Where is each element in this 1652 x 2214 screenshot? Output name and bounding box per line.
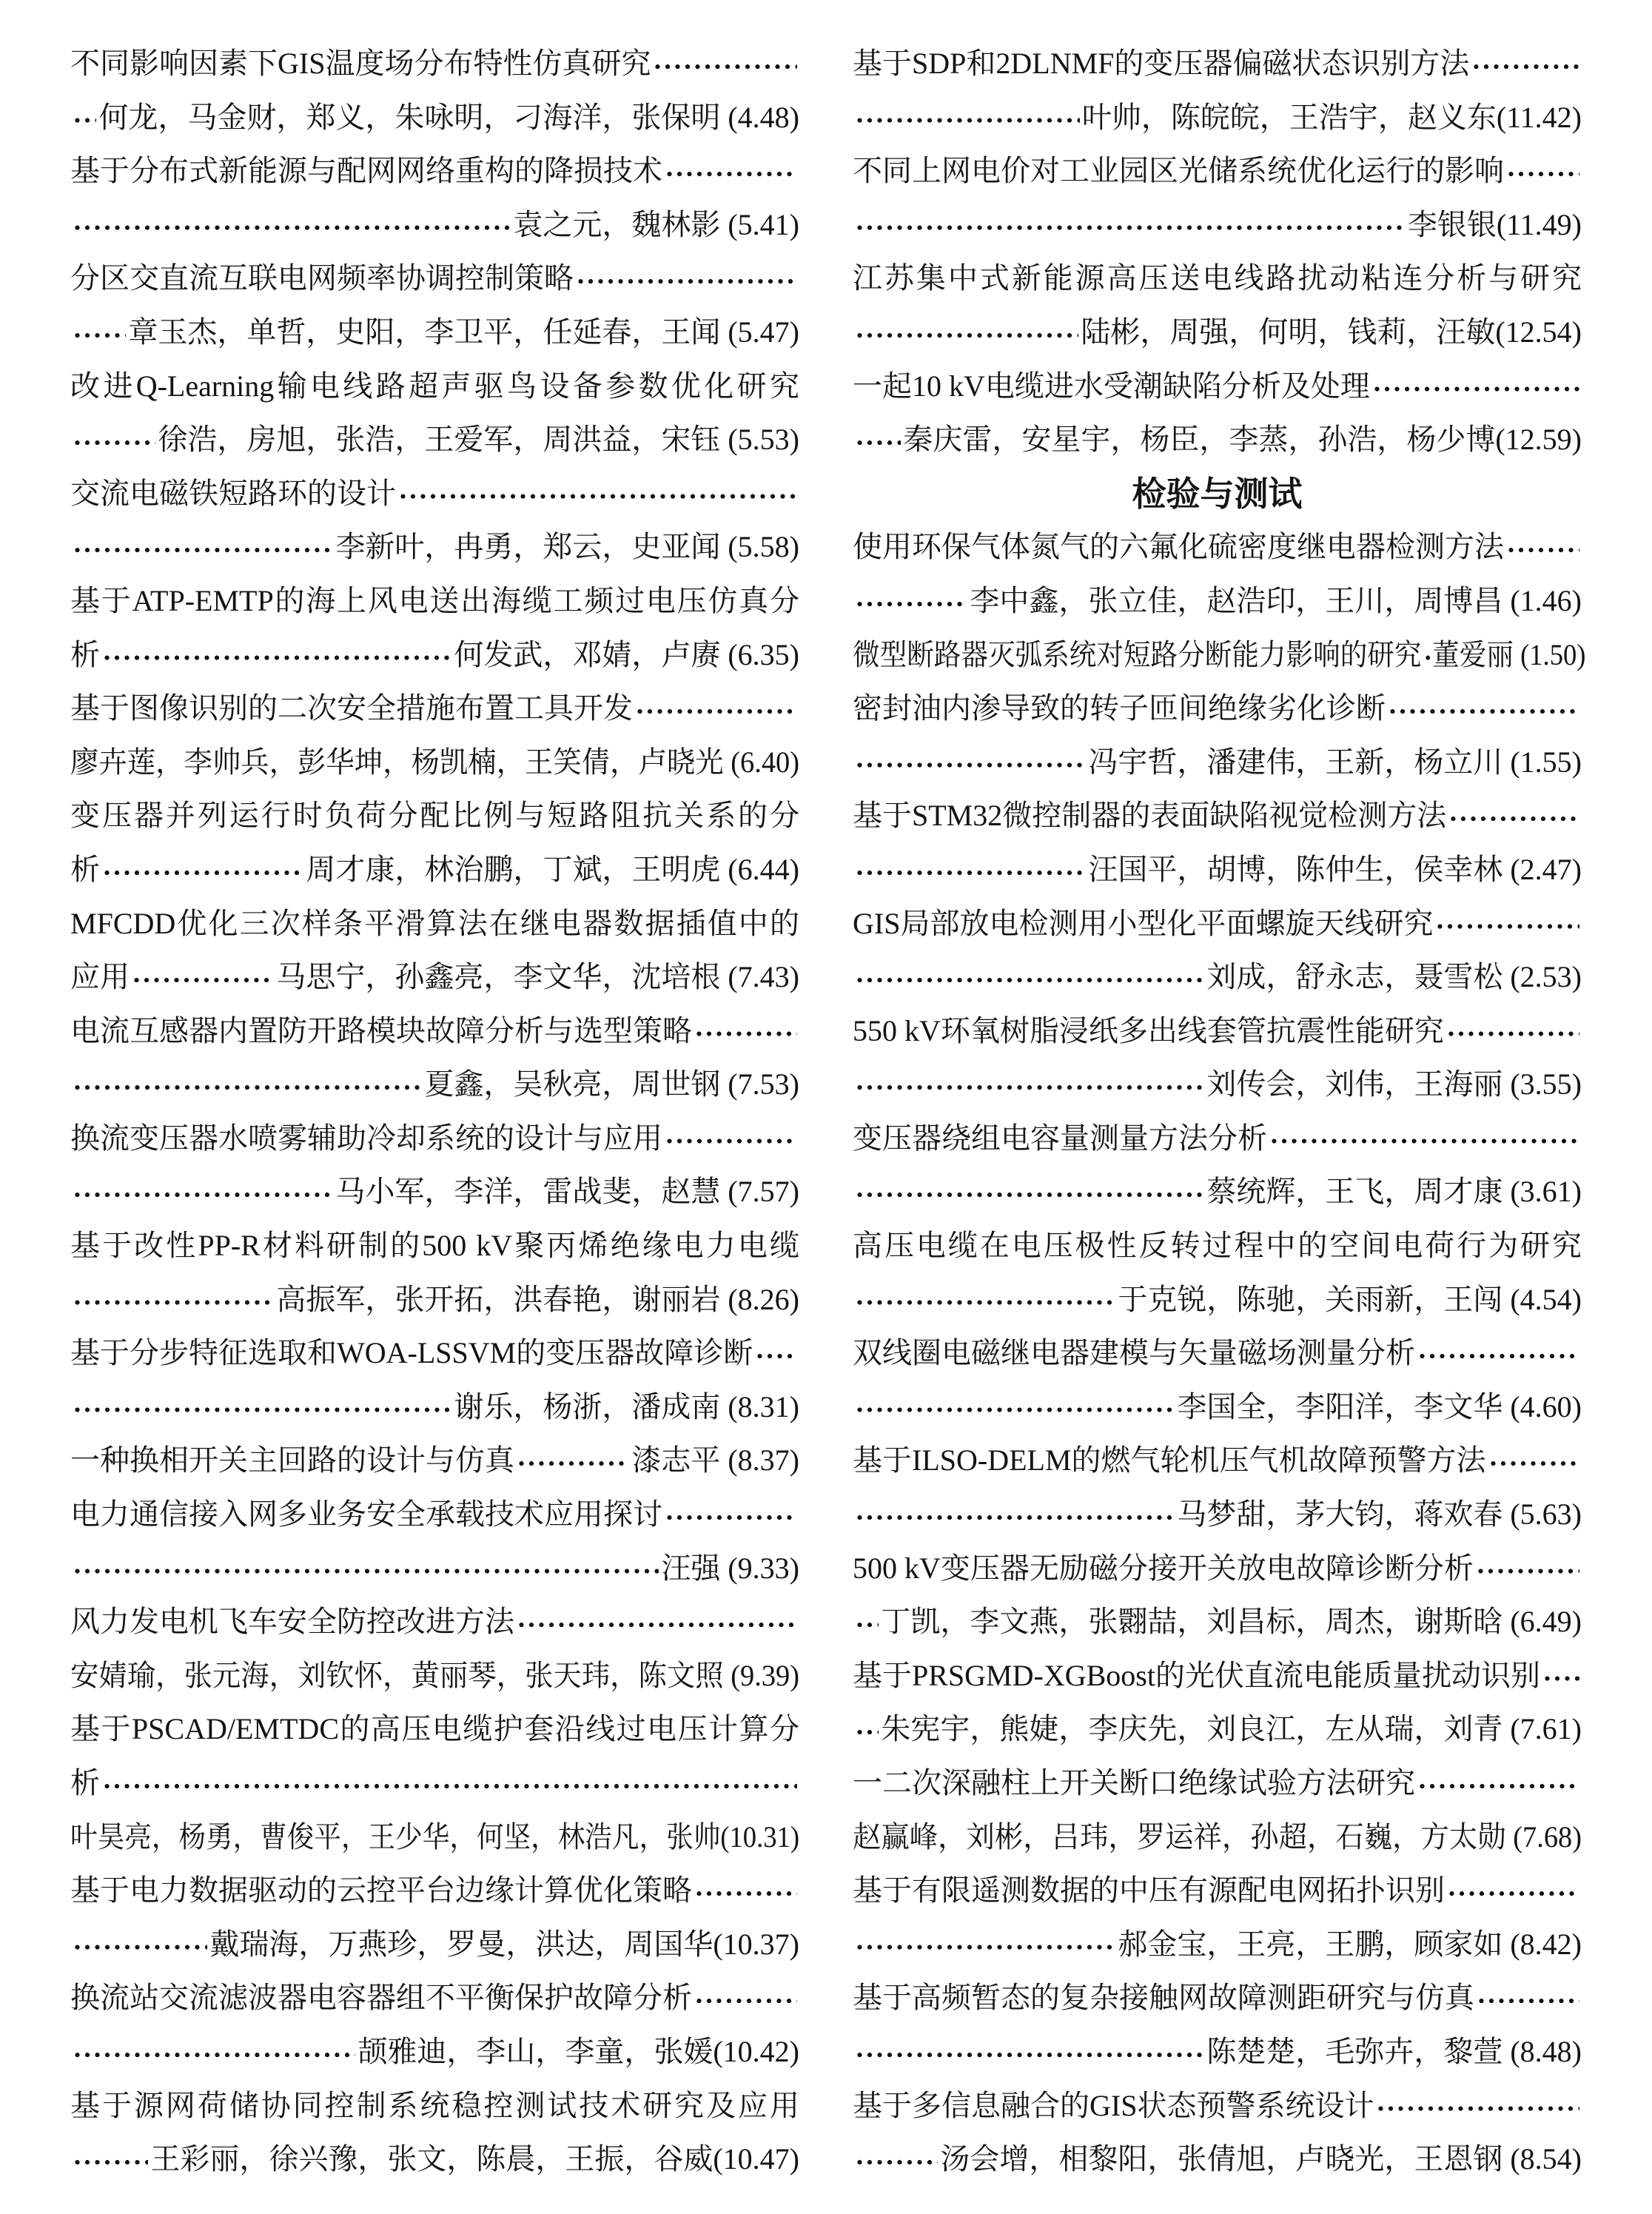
toc-authors-pageref: 王彩丽，徐兴豫，张文，陈晨，王振，谷威(10.47) xyxy=(150,2142,799,2176)
toc-authors-pageref: 马小军，李洋，雷战斐，赵慧 (7.57) xyxy=(335,1175,799,1209)
dot-leader xyxy=(73,1165,333,1219)
dot-leader xyxy=(517,1595,797,1649)
toc-line xyxy=(853,2133,1582,2187)
toc-authors-pageref: 董爱丽 (1.50) xyxy=(1432,637,1586,671)
dot-leader xyxy=(73,1058,422,1112)
toc-justified-text: 安婧瑜，张元海，刘钦怀，黄丽琴，张天玮，陈文照 (9.39) xyxy=(70,1658,799,1692)
dot-leader xyxy=(1447,1864,1579,1918)
toc-line xyxy=(853,789,1582,843)
dot-leader xyxy=(855,1165,1204,1219)
toc-title-text: 析 xyxy=(70,1766,100,1799)
toc-authors-pageref: 秦庆雷，安星宇，杨臣，李蒸，孙浩，杨少博(12.59) xyxy=(903,423,1582,457)
toc-line xyxy=(853,897,1582,951)
section-heading: 检验与测试 xyxy=(1132,473,1303,514)
dot-leader xyxy=(1476,1542,1579,1596)
toc-authors-pageref: 马思宁，孙鑫亮，李文华，沈培根 (7.43) xyxy=(276,960,799,994)
toc-line xyxy=(70,91,799,145)
toc-line xyxy=(70,1703,799,1757)
toc-line xyxy=(70,306,799,360)
toc-title-text: 分区交直流互联电网频率协调控制策略 xyxy=(70,261,574,295)
dot-leader xyxy=(73,520,333,574)
toc-line xyxy=(853,2079,1582,2133)
toc-title-text: 双线圈电磁继电器建模与矢量磁场测量分析 xyxy=(853,1336,1415,1370)
toc-line xyxy=(70,252,799,306)
dot-leader xyxy=(855,950,1204,1004)
dot-leader xyxy=(855,843,1086,897)
toc-line xyxy=(70,1542,799,1596)
toc-title-text: 变压器绕组电容量测量方法分析 xyxy=(853,1121,1267,1155)
toc-line xyxy=(70,1864,799,1918)
toc-line xyxy=(70,1649,799,1703)
toc-authors-pageref: 李新叶，冉勇，郑云，史亚闻 (5.58) xyxy=(335,530,799,564)
toc-line xyxy=(853,950,1582,1004)
toc-line xyxy=(70,2025,799,2079)
toc-column-left xyxy=(70,37,799,2214)
dot-leader xyxy=(73,2133,148,2187)
toc-authors-pageref: 夏鑫，吴秋亮，周世钢 (7.53) xyxy=(424,1067,799,1101)
toc-title-text: 密封油内渗导致的转子匝间绝缘劣化诊断 xyxy=(853,691,1386,725)
toc-title-text: GIS局部放电检测用小型化平面螺旋天线研究 xyxy=(853,906,1434,940)
dot-leader xyxy=(665,1488,797,1542)
toc-line xyxy=(70,897,799,951)
toc-justified-text: MFCDD优化三次样条平滑算法在继电器数据插值中的 xyxy=(70,906,799,940)
toc-line xyxy=(853,1112,1582,1166)
toc-authors-pageref: 汪国平，胡博，陈仲生，侯幸林 (2.47) xyxy=(1088,852,1582,886)
toc-line xyxy=(70,1004,799,1059)
toc-line xyxy=(70,1595,799,1649)
toc-line xyxy=(70,467,799,521)
toc-title-text: 换流站交流滤波器电容器组不平衡保护故障分析 xyxy=(70,1981,692,2015)
toc-authors-pageref: 马梦甜，茅大钧，蒋欢春 (5.63) xyxy=(1177,1497,1582,1532)
toc-authors-pageref: 刘成，舒永志，聂雪松 (2.53) xyxy=(1206,960,1582,994)
toc-authors-pageref: 陈楚楚，毛弥卉，黎萱 (8.48) xyxy=(1206,2034,1582,2068)
dot-leader xyxy=(1372,360,1579,414)
toc-line xyxy=(70,574,799,628)
dot-leader xyxy=(73,91,96,145)
toc-line xyxy=(853,1811,1582,1865)
toc-line xyxy=(853,1864,1582,1918)
toc-line xyxy=(853,1971,1582,2025)
toc-authors-pageref: 徐浩，房旭，张浩，王爱军，周洪益，宋钰 (5.53) xyxy=(158,423,799,457)
toc-justified-text: 高压电缆在电压极性反转过程中的空间电荷行为研究 xyxy=(853,1229,1582,1263)
toc-justified-text: 赵赢峰，刘彬，吕玮，罗运祥，孙超，石巍，方太勋 (7.68) xyxy=(853,1819,1582,1854)
toc-title-text: 基于分布式新能源与配网网络重构的降损技术 xyxy=(70,154,662,188)
dot-leader xyxy=(694,1971,797,2025)
toc-title-text: 换流变压器水喷雾辅助冷却系统的设计与应用 xyxy=(70,1121,662,1155)
toc-column-right xyxy=(853,37,1586,2214)
toc-line xyxy=(70,1434,799,1488)
toc-authors-pageref: 郝金宝，王亮，王鹏，顾家如 (8.42) xyxy=(1118,1927,1582,1961)
toc-authors-pageref: 何龙，马金财，郑义，朱咏明，刁海洋，张保明 (4.48) xyxy=(98,100,799,134)
toc-authors-pageref: 于克锐，陈驰，关雨新，王闯 (4.54) xyxy=(1118,1282,1582,1316)
dot-leader xyxy=(73,1273,274,1327)
toc-line xyxy=(853,843,1582,897)
toc-title-text: 不同上网电价对工业园区光储系统优化运行的影响 xyxy=(853,154,1504,188)
dot-leader xyxy=(102,843,303,897)
dot-leader xyxy=(1269,1112,1579,1166)
toc-line xyxy=(70,628,799,682)
toc-line xyxy=(70,1112,799,1166)
toc-title-text: 基于多信息融合的GIS状态预警系统设计 xyxy=(853,2088,1374,2122)
toc-authors-pageref: 丁凯，李文燕，张翾喆，刘昌标，周杰，谢斯晗 (6.49) xyxy=(881,1605,1582,1639)
dot-leader xyxy=(855,413,901,467)
dot-leader xyxy=(855,91,1080,145)
toc-justified-text: 廖卉莲，李帅兵，彭华坤，杨凯楠，王笑倩，卢晓光 (6.40) xyxy=(70,745,799,779)
dot-leader xyxy=(855,306,1078,360)
toc-line xyxy=(853,1703,1582,1757)
dot-leader xyxy=(398,467,797,521)
dot-leader xyxy=(1471,37,1579,91)
toc-authors-pageref: 周才康，林治鹏，丁斌，王明虎 (6.44) xyxy=(306,852,799,886)
dot-leader xyxy=(132,950,274,1004)
dot-leader xyxy=(855,2025,1204,2079)
toc-line xyxy=(853,574,1582,628)
toc-title-text: 基于高频暂态的复杂接触网故障测距研究与仿真 xyxy=(853,1981,1474,2015)
toc-line xyxy=(853,1542,1582,1596)
toc-title-text: 基于ILSO-DELM的燃气轮机压气机故障预警方法 xyxy=(853,1443,1486,1477)
dot-leader xyxy=(1388,682,1579,736)
toc-line xyxy=(70,1811,799,1865)
dot-leader xyxy=(102,1757,797,1811)
toc-title-text: 风力发电机飞车安全防控改进方法 xyxy=(70,1605,514,1639)
dot-leader xyxy=(855,736,1086,790)
dot-leader xyxy=(73,1542,659,1596)
toc-line xyxy=(70,413,799,467)
dot-leader xyxy=(73,1918,207,1972)
dot-leader xyxy=(1542,1649,1579,1703)
toc-line xyxy=(853,1757,1582,1811)
dot-leader xyxy=(1435,897,1579,951)
toc-line xyxy=(853,306,1582,360)
toc-title-text: 500 kV变压器无励磁分接开关放电故障诊断分析 xyxy=(853,1551,1474,1585)
toc-line xyxy=(853,1918,1582,1972)
toc-line xyxy=(70,1058,799,1112)
toc-line xyxy=(70,198,799,252)
dot-leader xyxy=(517,1434,629,1488)
toc-title-text: 基于PRSGMD-XGBoost的光伏直流电能质量扰动识别 xyxy=(853,1658,1540,1692)
dot-leader xyxy=(635,682,797,736)
toc-justified-text: 改进Q-Learning输电线路超声驱鸟设备参数优化研究 xyxy=(70,369,799,403)
toc-authors-pageref: 汪强 (9.33) xyxy=(661,1551,799,1585)
toc-authors-pageref: 汤会增，相黎阳，张倩旭，卢晓光，王恩钢 (8.54) xyxy=(940,2142,1582,2176)
dot-leader xyxy=(102,628,451,682)
toc-title-text: 析 xyxy=(70,852,100,886)
toc-line xyxy=(853,37,1582,91)
toc-title-text: 550 kV环氧树脂浸纸多出线套管抗震性能研究 xyxy=(853,1013,1444,1047)
dot-leader xyxy=(73,1381,451,1435)
dot-leader xyxy=(1417,1757,1579,1811)
dot-leader xyxy=(73,2025,355,2079)
dot-leader xyxy=(1506,520,1579,574)
toc-title-text: 不同影响因素下GIS温度场分布特性仿真研究 xyxy=(70,47,651,80)
toc-line xyxy=(853,91,1582,145)
dot-leader xyxy=(653,37,797,91)
dot-leader xyxy=(1446,1004,1579,1059)
toc-line xyxy=(853,144,1582,198)
toc-title-text: 交流电磁铁短路环的设计 xyxy=(70,476,396,510)
toc-title-text: 一起10 kV电缆进水受潮缺陷分析及处理 xyxy=(853,369,1370,403)
toc-line xyxy=(70,789,799,843)
toc-line xyxy=(70,1326,799,1381)
toc-line xyxy=(853,252,1582,306)
toc-authors-pageref: 章玉杰，单哲，史阳，李卫平，任延春，王闻 (5.47) xyxy=(128,315,799,349)
dot-leader xyxy=(855,198,1406,252)
toc-line xyxy=(70,1918,799,1972)
toc-authors-pageref: 李银银(11.49) xyxy=(1407,207,1582,241)
toc-title-text: 电力通信接入网多业务安全承载技术应用探讨 xyxy=(70,1497,662,1532)
toc-authors-pageref: 叶帅，陈皖皖，王浩宇，赵义东(11.42) xyxy=(1081,100,1582,134)
dot-leader xyxy=(1423,628,1430,682)
toc-authors-pageref: 颉雅迪，李山，李童，张媛(10.42) xyxy=(357,2034,799,2068)
toc-line xyxy=(853,1488,1582,1542)
dot-leader xyxy=(855,574,967,628)
toc-line xyxy=(853,1649,1582,1703)
section-heading-row xyxy=(853,467,1582,521)
toc-line xyxy=(70,1757,799,1811)
toc-title-text: 基于电力数据驱动的云控平台边缘计算优化策略 xyxy=(70,1873,692,1908)
dot-leader xyxy=(1448,789,1579,843)
toc-line xyxy=(853,520,1582,574)
toc-title-text: 基于SDP和2DLNMF的变压器偏磁状态识别方法 xyxy=(853,47,1470,80)
toc-line xyxy=(853,1165,1582,1219)
toc-title-text: 基于STM32微控制器的表面缺陷视觉检测方法 xyxy=(853,799,1447,833)
dot-leader xyxy=(73,306,126,360)
toc-line xyxy=(70,1381,799,1435)
toc-title-text: 析 xyxy=(70,637,100,671)
toc-line xyxy=(853,1595,1582,1649)
dot-leader xyxy=(755,1326,797,1381)
toc-authors-pageref: 戴瑞海，万燕珍，罗曼，洪达，周国华(10.37) xyxy=(209,1927,799,1961)
toc-line xyxy=(70,1273,799,1327)
dot-leader xyxy=(576,252,797,306)
toc-authors-pageref: 何发武，邓婧，卢赓 (6.35) xyxy=(454,637,799,671)
dot-leader xyxy=(665,1112,797,1166)
toc-authors-pageref: 高振军，张开拓，洪春艳，谢丽岩 (8.26) xyxy=(276,1282,799,1316)
dot-leader xyxy=(1417,1326,1579,1381)
toc-justified-text: 基于源网荷储协同控制系统稳控测试技术研究及应用 xyxy=(70,2088,799,2122)
toc-line xyxy=(70,1971,799,2025)
toc-authors-pageref: 袁之元，魏林影 (5.41) xyxy=(513,207,799,241)
toc-line xyxy=(853,736,1582,790)
toc-line xyxy=(70,37,799,91)
toc-line xyxy=(853,1273,1582,1327)
toc-line xyxy=(70,1165,799,1219)
toc-authors-pageref: 刘传会，刘伟，王海丽 (3.55) xyxy=(1206,1067,1582,1101)
dot-leader xyxy=(855,1595,879,1649)
toc-justified-text: 基于ATP-EMTP的海上风电送出海缆工频过电压仿真分 xyxy=(70,583,799,617)
toc-title-text: 一二次深融柱上开关断口绝缘试验方法研究 xyxy=(853,1766,1415,1799)
toc-line xyxy=(853,413,1582,467)
toc-title-text: 基于有限遥测数据的中压有源配电网拓扑识别 xyxy=(853,1873,1445,1908)
toc-line xyxy=(70,843,799,897)
toc-authors-pageref: 李国全，李阳洋，李文华 (4.60) xyxy=(1177,1389,1582,1423)
dot-leader xyxy=(855,1058,1204,1112)
toc-justified-text: 变压器并列运行时负荷分配比例与短路阻抗关系的分 xyxy=(70,799,799,833)
toc-authors-pageref: 漆志平 (8.37) xyxy=(631,1443,799,1477)
dot-leader xyxy=(1488,1434,1579,1488)
toc-justified-text: 基于PSCAD/EMTDC的高压电缆护套沿线过电压计算分 xyxy=(70,1712,799,1746)
dot-leader xyxy=(855,1703,879,1757)
toc-line xyxy=(853,360,1582,414)
dot-leader xyxy=(694,1864,797,1918)
dot-leader xyxy=(855,2133,938,2187)
toc-title-text: 一种换相开关主回路的设计与仿真 xyxy=(70,1443,514,1477)
toc-authors-pageref: 蔡统辉，王飞，周才康 (3.61) xyxy=(1206,1175,1582,1209)
toc-justified-text: 基于改性PP-R材料研制的500 kV聚丙烯绝缘电力电缆 xyxy=(70,1229,799,1263)
toc-line xyxy=(853,628,1586,682)
toc-line xyxy=(853,1434,1582,1488)
dot-leader xyxy=(855,1273,1115,1327)
dot-leader xyxy=(1376,2079,1579,2133)
toc-title-text: 电流互感器内置防开路模块故障分析与选型策略 xyxy=(70,1013,692,1047)
toc-authors-pageref: 李中鑫，张立佳，赵浩印，王川，周博昌 (1.46) xyxy=(970,583,1582,617)
toc-line xyxy=(70,2133,799,2187)
toc-line xyxy=(70,682,799,736)
toc-line xyxy=(70,950,799,1004)
toc-line xyxy=(70,2079,799,2133)
dot-leader xyxy=(665,144,797,198)
toc-line xyxy=(70,1219,799,1273)
toc-title-text: 基于图像识别的二次安全措施布置工具开发 xyxy=(70,691,633,725)
dot-leader xyxy=(1506,144,1579,198)
toc-line xyxy=(853,2025,1582,2079)
dot-leader xyxy=(73,413,155,467)
dot-leader xyxy=(855,1918,1115,1972)
dot-leader xyxy=(73,198,511,252)
toc-line xyxy=(853,1004,1582,1059)
toc-authors-pageref: 陆彬，周强，何明，钱莉，汪敏(12.54) xyxy=(1081,315,1582,349)
dot-leader xyxy=(855,1381,1175,1435)
dot-leader xyxy=(855,1488,1175,1542)
toc-justified-text: 叶昊亮，杨勇，曹俊平，王少华，何坚，林浩凡，张帅(10.31) xyxy=(70,1819,799,1854)
toc-title-text: 应用 xyxy=(70,960,130,994)
toc-line xyxy=(853,198,1582,252)
toc-line xyxy=(853,1381,1582,1435)
toc-line xyxy=(70,736,799,790)
toc-title-text: 基于分步特征选取和WOA-LSSVM的变压器故障诊断 xyxy=(70,1336,753,1370)
dot-leader xyxy=(1477,1971,1579,2025)
toc-authors-pageref: 朱宪宇，熊婕，李庆先，刘良江，左从瑞，刘青 (7.61) xyxy=(881,1712,1582,1746)
toc-authors-pageref: 冯宇哲，潘建伟，王新，杨立川 (1.55) xyxy=(1088,745,1582,779)
toc-line xyxy=(70,1488,799,1542)
toc-line xyxy=(70,520,799,574)
toc-justified-text: 江苏集中式新能源高压送电线路扰动粘连分析与研究 xyxy=(853,261,1582,295)
toc-title-text: 微型断路器灭弧系统对短路分断能力影响的研究 xyxy=(853,637,1422,671)
toc-line xyxy=(853,1058,1582,1112)
toc-line xyxy=(853,1326,1582,1381)
dot-leader xyxy=(694,1004,797,1059)
toc-line xyxy=(70,144,799,198)
toc-line xyxy=(70,360,799,414)
toc-title-text: 使用环保气体氮气的六氟化硫密度继电器检测方法 xyxy=(853,530,1504,564)
toc-authors-pageref: 谢乐，杨浙，潘成南 (8.31) xyxy=(454,1389,799,1423)
toc-line xyxy=(853,1219,1582,1273)
toc-line xyxy=(853,682,1582,736)
